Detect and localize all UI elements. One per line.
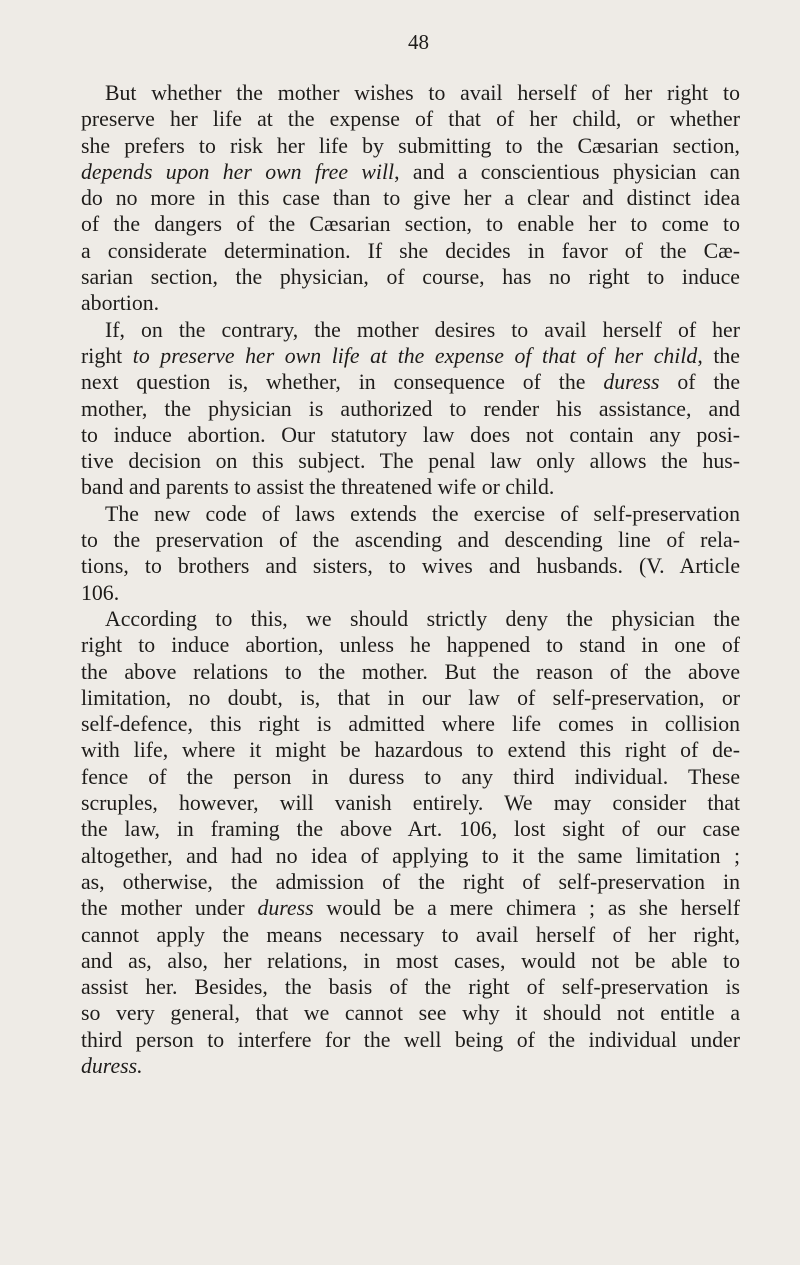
text-line [81, 369, 740, 395]
text-line [81, 553, 740, 579]
text-segment: altogether, and had no idea of applying to it the same limitation ; [81, 843, 740, 868]
text-line [81, 264, 740, 290]
text-line [81, 159, 740, 185]
text-line [81, 1053, 740, 1079]
text-segment: and as, also, her relations, in most cases, would not be able to [81, 948, 740, 973]
text-segment: abortion. [81, 291, 160, 316]
text-segment: the above relations to the mother. But the reason of the above [81, 659, 740, 684]
text-segment: self-defence, this right is admitted where life comes in collision [81, 712, 740, 737]
text-segment: a considerate determination. If she decides in favor of the Cæ- [81, 238, 740, 263]
text-line [81, 816, 740, 842]
text-segment: limitation, no doubt, is, that in our law of self-preservation, or [81, 685, 740, 710]
text-line [81, 238, 740, 264]
text-line [81, 290, 740, 316]
text-segment: with life, where it might be hazardous to extend this right of de- [81, 738, 740, 763]
text-segment: to induce abortion. Our statutory law does not contain any posi- [81, 422, 740, 447]
text-line [81, 974, 740, 1000]
text-line [81, 843, 740, 869]
text-segment: next question is, whether, in consequence of the [81, 370, 604, 395]
text-segment: tions, to brothers and sisters, to wives and husbands. (V. Article [81, 554, 740, 579]
text-line [81, 711, 740, 737]
text-line [81, 185, 740, 211]
text-segment: According to this, we should strictly deny the physician the [105, 606, 740, 631]
text-line [81, 685, 740, 711]
text-segment: mother, the physician is authorized to render his assistance, and [81, 396, 740, 421]
text-segment: If, on the contrary, the mother desires to avail herself of her [105, 317, 740, 342]
text-segment: she prefers to risk her life by submitting to the Cæsarian section, [81, 133, 740, 158]
text-segment: , the [697, 343, 740, 368]
text-line [81, 448, 740, 474]
text-line [81, 527, 740, 553]
text-line [81, 659, 740, 685]
text-segment: of the [659, 370, 740, 395]
text-line [81, 80, 740, 106]
text-segment: band and parents to assist the threatened wife or child. [81, 475, 555, 500]
text-segment: tive decision on this subject. The penal law only allows the hus- [81, 449, 740, 474]
text-line [81, 948, 740, 974]
italic-text: duress. [81, 1053, 143, 1078]
text-segment: right to induce abortion, unless he happened to stand in one of [81, 633, 740, 658]
text-line [81, 501, 740, 527]
italic-text: depends upon her own free will [81, 159, 395, 184]
text-segment: the law, in framing the above Art. 106, lost sight of our case [81, 817, 740, 842]
paragraph [81, 606, 740, 1079]
text-segment: scruples, however, will vanish entirely. We may consider that [81, 791, 740, 816]
paragraph [81, 317, 740, 501]
text-segment: The new code of laws extends the exercise of self-preservation [105, 501, 740, 526]
text-line [81, 422, 740, 448]
text-line [81, 922, 740, 948]
text-segment: of the dangers of the Cæsarian section, to enable her to come to [81, 212, 740, 237]
text-segment: do no more in this case than to give her a clear and distinct idea [81, 186, 740, 211]
text-line [81, 869, 740, 895]
text-segment: right [81, 343, 133, 368]
text-segment: the mother under [81, 896, 258, 921]
italic-text: duress [603, 370, 660, 395]
text-line [81, 106, 740, 132]
page-number: 48 [408, 30, 429, 54]
text-line [81, 790, 740, 816]
text-line [81, 764, 740, 790]
text-line [81, 737, 740, 763]
text-line [81, 474, 740, 500]
text-line [81, 343, 740, 369]
text-line [81, 632, 740, 658]
text-segment: 106. [81, 580, 120, 605]
italic-text: to preserve her own life at the expense of that of her child [132, 343, 698, 368]
text-line [81, 895, 740, 921]
text-line [81, 606, 740, 632]
text-segment: as, otherwise, the admission of the right of self-preservation in [81, 869, 740, 894]
text-line [81, 580, 740, 606]
text-line [81, 1000, 740, 1026]
paragraph [81, 80, 740, 317]
text-line [81, 317, 740, 343]
text-segment: But whether the mother wishes to avail herself of her right to [105, 81, 740, 105]
text-segment: would be a mere chimera ; as she herself [313, 896, 740, 921]
text-segment: assist her. Besides, the basis of the right of self-preservation is [81, 975, 740, 1000]
text-segment: , and a conscientious physician can [394, 159, 740, 184]
text-line [81, 133, 740, 159]
italic-text: duress [257, 896, 314, 921]
paragraph [81, 501, 740, 606]
text-line [81, 211, 740, 237]
text-segment: to the preservation of the ascending and descending line of rela- [81, 528, 740, 553]
text-segment: sarian section, the physician, of course, has no right to induce [81, 265, 740, 290]
page-body [81, 80, 740, 1079]
text-segment: third person to interfere for the well being of the individual under [81, 1027, 740, 1052]
text-line [81, 396, 740, 422]
text-segment: so very general, that we cannot see why it should not entitle a [81, 1001, 740, 1026]
text-segment: preserve her life at the expense of that of her child, or whether [81, 107, 740, 132]
text-line [81, 1027, 740, 1053]
text-segment: cannot apply the means necessary to avail herself of her right, [81, 922, 740, 947]
text-segment: fence of the person in duress to any third individual. These [81, 764, 740, 789]
